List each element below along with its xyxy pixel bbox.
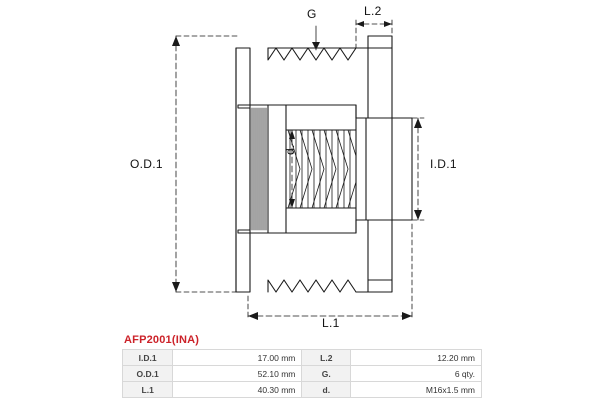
spec-key: O.D.1: [123, 366, 173, 382]
spec-value: 52.10 mm: [173, 366, 302, 382]
spec-value: 12.20 mm: [351, 350, 482, 366]
label-l1: L.1: [322, 316, 340, 330]
spec-key: I.D.1: [123, 350, 173, 366]
label-l2: L.2: [364, 4, 382, 18]
part-number-title: AFP2001(INA): [124, 334, 200, 346]
label-od1: O.D.1: [130, 157, 163, 171]
spec-panel: [122, 334, 482, 398]
table-row: [123, 350, 482, 366]
spec-key: L.2: [302, 350, 351, 366]
table-row: [123, 382, 482, 398]
label-g: G: [307, 7, 317, 21]
spec-value: 17.00 mm: [173, 350, 302, 366]
spec-value: M16x1.5 mm: [351, 382, 482, 398]
spec-table: [122, 349, 482, 398]
spec-key: d.: [302, 382, 351, 398]
spec-key: L.1: [123, 382, 173, 398]
label-d: d.: [283, 144, 297, 155]
spec-key: G.: [302, 366, 351, 382]
spec-value: 40.30 mm: [173, 382, 302, 398]
table-row: [123, 366, 482, 382]
label-id1: I.D.1: [430, 157, 457, 171]
spec-value: 6 qty.: [351, 366, 482, 382]
